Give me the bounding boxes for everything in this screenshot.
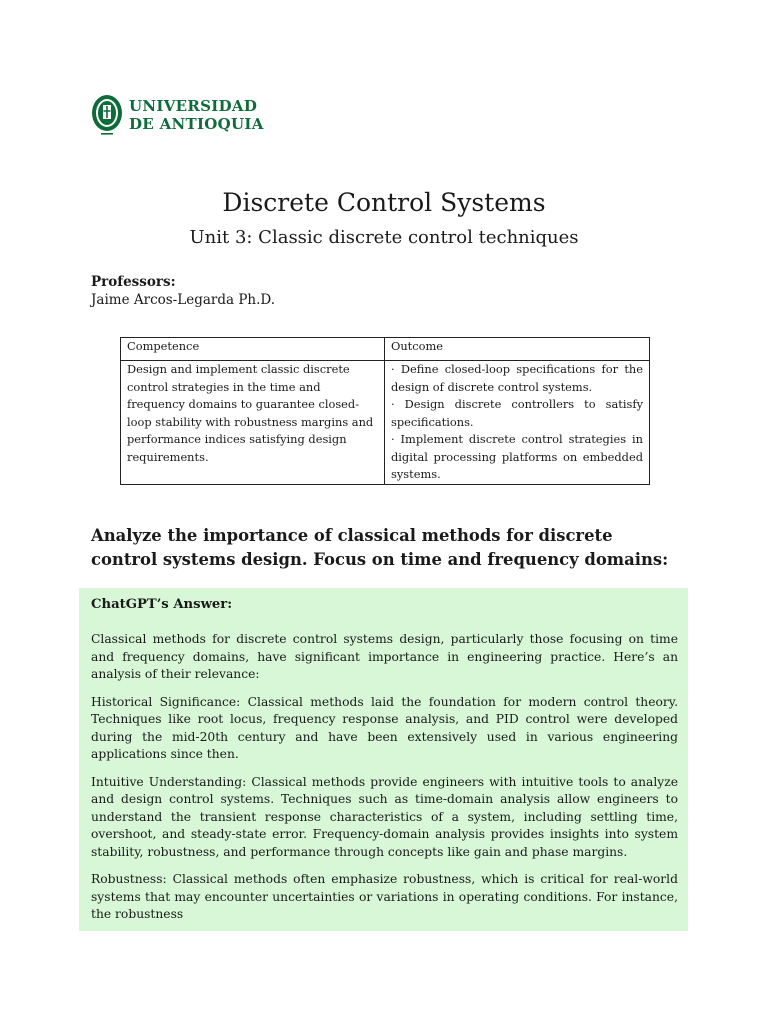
question-heading: Analyze the importance of classical methods for discrete control systems design. Focus on time and frequency domains: bbox=[91, 526, 669, 569]
university-seal-icon bbox=[90, 93, 124, 137]
answer-paragraph: Intuitive Understanding: Classical methods provide engineers with intuitive tools to analyze and design control systems. Techniques such as time-domain analysis allow engineers to understand the transient response characteristics of a system, including settling time, overshoot, and steady-state error. Frequency-domain analysis provides insights into system stability, robustness, and performance through concepts like gain and phase margins. bbox=[91, 774, 678, 859]
university-name-line1: UNIVERSIDAD bbox=[129, 97, 258, 115]
university-name-line2: DE ANTIOQUIA bbox=[129, 115, 264, 133]
university-name bbox=[129, 97, 264, 133]
answer-paragraph: Robustness: Classical methods often emphasize robustness, which is critical for real-world systems that may encounter uncertainties or variations in operating conditions. For instance, the robustness bbox=[91, 872, 678, 921]
outcome-item: · Design discrete controllers to satisfy specifications. bbox=[391, 397, 643, 429]
answer-paragraph: Classical methods for discrete control systems design, particularly those focusing on time and frequency domains, have significant importance in engineering practice. Here’s an analysis of their relevance: bbox=[91, 632, 678, 681]
university-logo bbox=[90, 93, 264, 137]
document-title: Discrete Control Systems bbox=[222, 188, 546, 217]
outcome-item: · Define closed-loop specifications for the design of discrete control systems. bbox=[391, 362, 643, 394]
competence-cell: Design and implement classic discrete control strategies in the time and frequency domains to guarantee closed-loop stability with robustness margins and performance indices satisfying design requirements. bbox=[121, 361, 385, 485]
outcome-cell bbox=[385, 361, 650, 485]
answer-body bbox=[91, 631, 678, 931]
table-header-competence: Competence bbox=[121, 338, 385, 361]
table-row bbox=[121, 361, 650, 485]
professors-label: Professors: bbox=[91, 274, 176, 290]
competence-outcome-table bbox=[120, 337, 650, 485]
answer-paragraph: Historical Significance: Classical methods laid the foundation for modern control theory. Techniques like root locus, frequency response analysis, and PID control were developed during the mid-20th century and have been extensively used in various engineering applications since then. bbox=[91, 694, 678, 761]
table-header-outcome: Outcome bbox=[385, 338, 650, 361]
table-header-row bbox=[121, 338, 650, 361]
outcome-item: · Implement discrete control strategies in digital processing platforms on embedded systems. bbox=[391, 432, 643, 481]
professor-name: Jaime Arcos-Legarda Ph.D. bbox=[91, 292, 276, 308]
document-subtitle: Unit 3: Classic discrete control techniques bbox=[189, 227, 579, 248]
answer-heading: ChatGPT’s Answer: bbox=[91, 597, 233, 612]
answer-box bbox=[79, 588, 688, 931]
